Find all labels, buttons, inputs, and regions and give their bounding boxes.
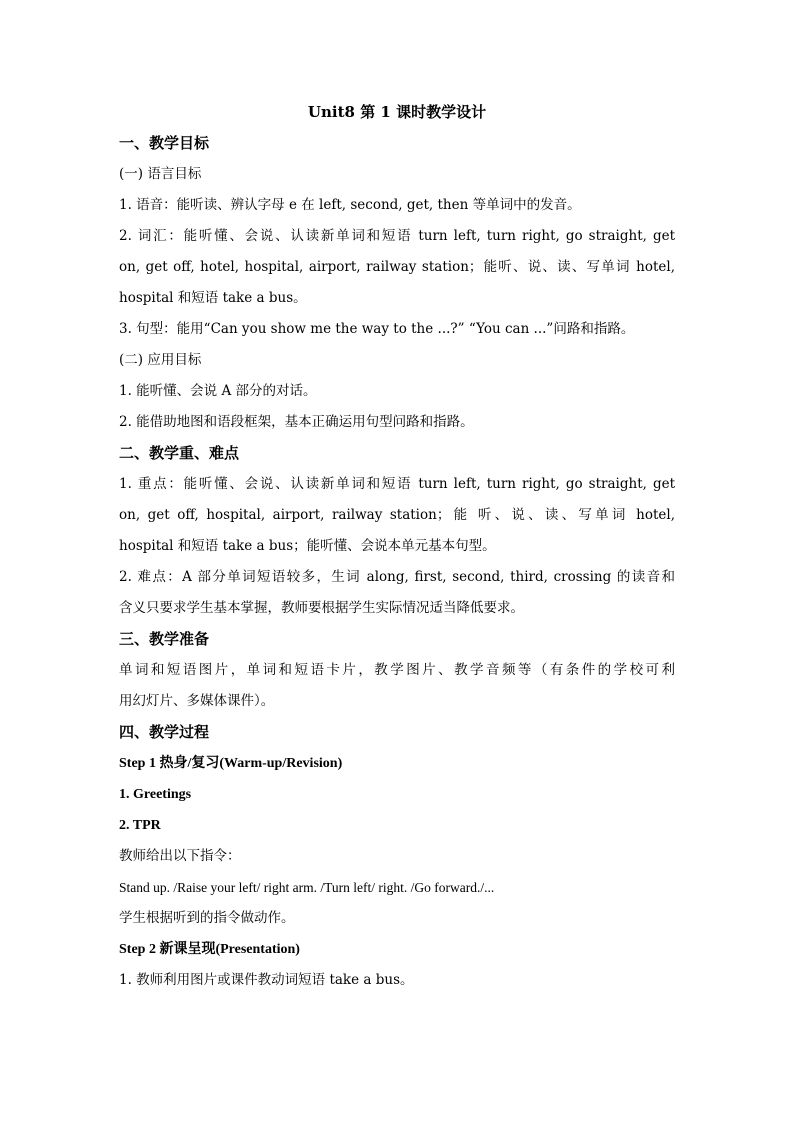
- key-point-line: hospital 和短语 take a bus；能听懂、会说本单元基本句型。: [119, 538, 496, 554]
- difficult-point: [119, 562, 675, 624]
- section-heading-preparation: 三、教学准备: [119, 630, 210, 648]
- difficult-point-line: 2. 难点：A 部分单词短语较多，生词 along, first, second, third, crossing 的读音和: [119, 569, 675, 585]
- difficult-point-line: 含义只要求学生基本掌握，教师要根据学生实际情况适当降低要求。: [119, 600, 524, 616]
- preparation-line: 用幻灯片、多媒体课件）。: [119, 693, 275, 709]
- objective-vocabulary-line: 2. 词汇：能听懂、会说、认读新单词和短语 turn left, turn right, go straight, get: [119, 228, 675, 244]
- step-item-tpr: 2. TPR: [119, 818, 161, 833]
- section-heading-objectives: 一、教学目标: [119, 134, 210, 152]
- key-point: [119, 469, 675, 562]
- section-heading-key-points: 二、教学重、难点: [119, 444, 240, 462]
- objective-vocabulary-line: on, get off, hotel, hospital, airport, railway station；能听、说、读、写单词 hotel,: [119, 259, 675, 275]
- application-goal-item: 2. 能借助地图和语段框架，基本正确运用句型问路和指路。: [119, 414, 474, 430]
- step-item-greetings: 1. Greetings: [119, 787, 192, 802]
- key-point-line: 1. 重点：能听懂、会说、认读新单词和短语 turn left, turn right, go straight, get: [119, 476, 675, 492]
- step-2-heading: Step 2 新课呈现(Presentation): [119, 942, 300, 957]
- preparation-text: [119, 655, 675, 717]
- presentation-item: 1. 教师利用图片或课件教动词短语 take a bus。: [119, 972, 414, 988]
- subheading-application-goals: (二) 应用目标: [119, 352, 202, 368]
- key-point-line: on, get off, hospital, airport, railway station；能 听、说、读、写单词 hotel,: [119, 507, 675, 523]
- section-heading-procedure: 四、教学过程: [119, 723, 210, 741]
- objective-phonics: 1. 语音：能听读、辨认字母 e 在 left, second, get, then 等单词中的发音。: [119, 197, 581, 213]
- tpr-after: 学生根据听到的指令做动作。: [119, 910, 295, 926]
- subheading-language-goals: (一) 语言目标: [119, 166, 202, 182]
- tpr-commands: Stand up. /Raise your left/ right arm. /Turn left/ right. /Go forward./...: [119, 880, 495, 895]
- document-page: [119, 98, 675, 996]
- objective-vocabulary: [119, 221, 675, 314]
- preparation-line: 单词和短语图片，单词和短语卡片，教学图片、教学音频等（有条件的学校可利: [119, 662, 675, 678]
- tpr-intro: 教师给出以下指令：: [119, 848, 241, 864]
- objective-sentence-patterns: 3. 句型：能用“Can you show me the way to the ...?” “You can ...”问路和指路。: [119, 321, 635, 337]
- application-goal-item: 1. 能听懂、会说 A 部分的对话。: [119, 383, 317, 399]
- step-1-heading: Step 1 热身/复习(Warm-up/Revision): [119, 756, 343, 771]
- document-title: Unit8 第 1 课时教学设计: [307, 103, 487, 121]
- objective-vocabulary-line: hospital 和短语 take a bus。: [119, 290, 307, 306]
